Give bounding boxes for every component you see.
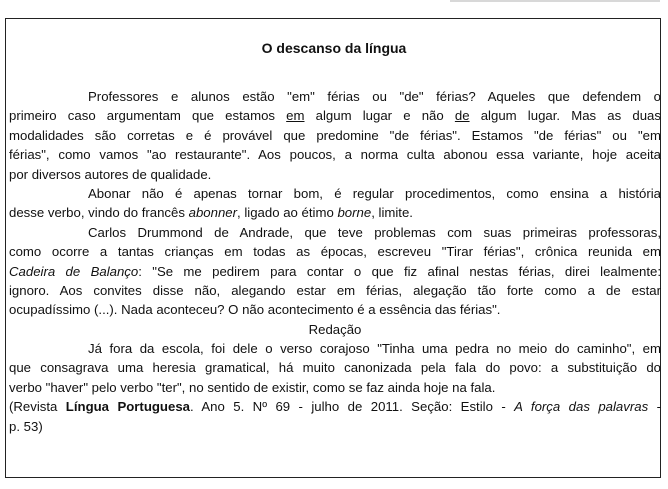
paragraph-3-line-3: Cadeira de Balanço: "Se me pedirem para contar o que fiz afinal nestas férias, direi lealmente: xyxy=(9,263,661,279)
paragraph-3-line-1: Carlos Drummond de Andrade, que teve problemas com suas primeiras professoras, xyxy=(88,224,661,240)
paragraph-3-line-4: ignoro. Aos convites disse não, alegando estar em férias, alegação tão forte como a de estar xyxy=(9,282,661,298)
article-body xyxy=(9,87,661,436)
paragraph-1-line-3: modalidades são corretas e é provável que predomine "de férias". Estamos "de férias" ou "em xyxy=(9,127,661,143)
paragraph-1-line-5: por diversos autores de qualidade. xyxy=(9,166,212,182)
paragraph-3-line-2: como ocorre a tantas crianças em todas as épocas, escreveu "Tirar férias", crônica reunida em xyxy=(9,244,661,260)
paragraph-2-line-1: Abonar não é apenas tornar bom, é regular procedimentos, como ensina a história xyxy=(88,185,661,201)
paragraph-4-line-2: que consagrava uma heresia gramatical, há muito canonizada pela fala do povo: a substituição do xyxy=(9,360,661,376)
top-divider xyxy=(450,0,660,2)
paragraph-1-line-4: férias", como vamos "ao restaurante". Aos poucos, a norma culta abonou essa variante, hoje aceita xyxy=(9,147,661,163)
paragraph-3-line-5: ocupadíssimo (...). Nada aconteceu? O não acontecimento é a essência das férias". xyxy=(9,302,501,318)
citation-line-2: p. 53) xyxy=(9,418,43,434)
citation-line-1: (Revista Língua Portuguesa. Ano 5. Nº 69 - julho de 2011. Seção: Estilo - A força das palavras - xyxy=(9,399,662,415)
section-heading: Redação xyxy=(308,321,362,337)
paragraph-2-line-2: desse verbo, vindo do francês abonner, ligado ao étimo borne, limite. xyxy=(9,205,413,221)
paragraph-4-line-1: Já fora da escola, foi dele o verso corajoso "Tinha uma pedra no meio do caminho", em xyxy=(88,341,661,357)
paragraph-1-line-1: Professores e alunos estão "em" férias ou "de" férias? Aqueles que defendem o xyxy=(88,89,661,104)
article-title: O descanso da língua xyxy=(261,40,407,56)
paragraph-4-line-3: verbo "haver" pelo verbo "ter", no sentido de existir, como se faz ainda hoje na fala. xyxy=(9,379,496,395)
paragraph-1-line-2: primeiro caso argumentam que estamos em algum lugar e não de algum lugar. Mas as duas xyxy=(9,108,661,124)
